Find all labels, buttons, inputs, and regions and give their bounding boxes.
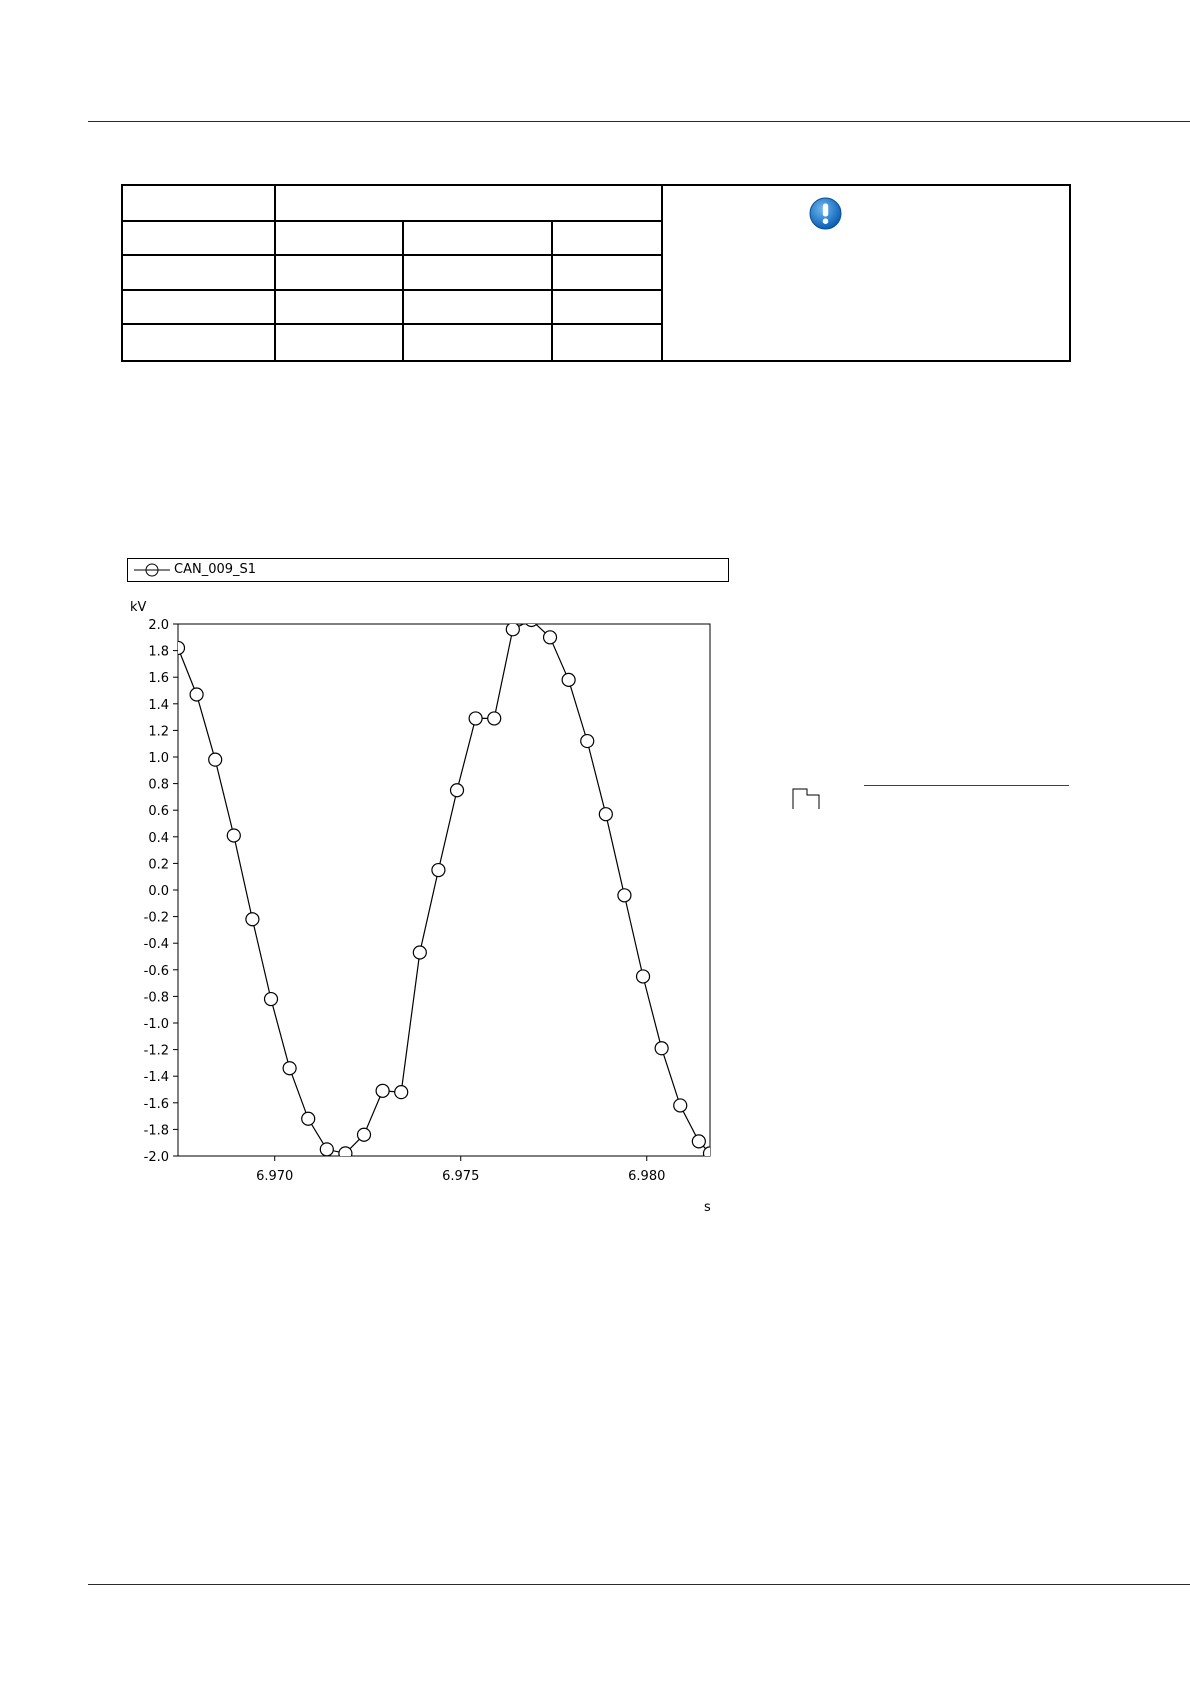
- data-point: [265, 993, 278, 1006]
- y-tick-label: -1.4: [143, 1070, 169, 1086]
- data-point: [674, 1099, 687, 1112]
- table-cell: [275, 290, 403, 324]
- data-point: [506, 623, 519, 636]
- y-tick-label: -2.0: [143, 1150, 169, 1165]
- x-axis-label: s: [704, 1200, 711, 1215]
- data-point: [227, 829, 240, 842]
- notice-cell: [662, 185, 1070, 361]
- chart-legend: [127, 558, 729, 582]
- y-tick-label: -1.0: [143, 1017, 169, 1032]
- data-point: [599, 808, 612, 821]
- data-point: [562, 673, 575, 686]
- table-cell: [552, 290, 662, 324]
- table-cell: [275, 324, 403, 361]
- plot-frame: [178, 624, 710, 1156]
- table-cell: [122, 185, 275, 221]
- data-point: [376, 1084, 389, 1097]
- data-point: [581, 735, 594, 748]
- voltage-chart: [110, 590, 730, 1220]
- y-tick-label: 2.0: [148, 618, 169, 633]
- header-rule: [88, 121, 1190, 122]
- file-icon: [792, 788, 820, 810]
- table-cell: [552, 255, 662, 290]
- data-point: [358, 1128, 371, 1141]
- y-tick-label: 1.8: [148, 644, 169, 660]
- table-cell: [403, 221, 552, 255]
- y-tick-label: 0.2: [148, 857, 169, 873]
- data-point: [692, 1135, 705, 1148]
- data-point: [172, 641, 185, 654]
- y-tick-label: -0.6: [143, 963, 169, 979]
- link-underline[interactable]: [864, 785, 1069, 786]
- data-point: [283, 1062, 296, 1075]
- table-cell: [122, 290, 275, 324]
- y-tick-label: 0.0: [148, 884, 169, 899]
- data-point: [302, 1112, 315, 1125]
- y-tick-label: 0.6: [148, 804, 169, 820]
- y-tick-label: -0.4: [143, 937, 169, 953]
- legend-swatch: [134, 562, 170, 578]
- x-tick-label: 6.970: [256, 1169, 294, 1184]
- exclamation-info-icon: [809, 197, 842, 230]
- table-cell: [275, 255, 403, 290]
- data-point: [320, 1143, 333, 1156]
- data-point: [618, 889, 631, 902]
- y-tick-label: 1.2: [148, 724, 169, 740]
- series-CAN_009_S1: [172, 614, 717, 1160]
- y-axis-label: kV: [130, 600, 147, 615]
- data-point: [525, 614, 538, 627]
- table-cell: [403, 324, 552, 361]
- y-tick-label: 0.4: [148, 830, 169, 846]
- data-point: [413, 946, 426, 959]
- data-point: [544, 631, 557, 644]
- info-table: [121, 184, 1071, 362]
- table-cell: [552, 324, 662, 361]
- x-tick-label: 6.980: [628, 1169, 666, 1184]
- table-cell: [403, 255, 552, 290]
- data-point: [432, 864, 445, 877]
- y-tick-label: -0.2: [143, 910, 169, 926]
- y-tick-label: 1.6: [148, 671, 169, 687]
- table-cell: [122, 324, 275, 361]
- table-cell: [122, 221, 275, 255]
- data-point: [395, 1086, 408, 1099]
- data-point: [209, 753, 222, 766]
- data-point: [339, 1147, 352, 1160]
- y-tick-label: -1.2: [143, 1043, 169, 1059]
- data-point: [488, 712, 501, 725]
- y-tick-label: -1.8: [143, 1123, 169, 1139]
- table-cell: [122, 255, 275, 290]
- y-tick-label: -1.6: [143, 1096, 169, 1112]
- data-point: [637, 970, 650, 983]
- legend-label: CAN_009_S1: [174, 562, 257, 577]
- table-cell: [403, 290, 552, 324]
- y-tick-label: 1.4: [148, 697, 169, 713]
- plot-area: [144, 614, 717, 1184]
- y-tick-label: -0.8: [143, 990, 169, 1006]
- y-tick-label: 0.8: [148, 777, 169, 793]
- x-tick-label: 6.975: [442, 1169, 480, 1184]
- table-cell: [275, 185, 662, 221]
- y-tick-label: 1.0: [148, 751, 169, 766]
- data-point: [655, 1042, 668, 1055]
- data-point: [451, 784, 464, 797]
- data-point: [704, 1147, 717, 1160]
- footer-rule: [88, 1584, 1190, 1585]
- series-line: [178, 620, 710, 1153]
- data-point: [469, 712, 482, 725]
- table-cell: [552, 221, 662, 255]
- table-cell: [275, 221, 403, 255]
- data-point: [246, 913, 259, 926]
- data-point: [190, 688, 203, 701]
